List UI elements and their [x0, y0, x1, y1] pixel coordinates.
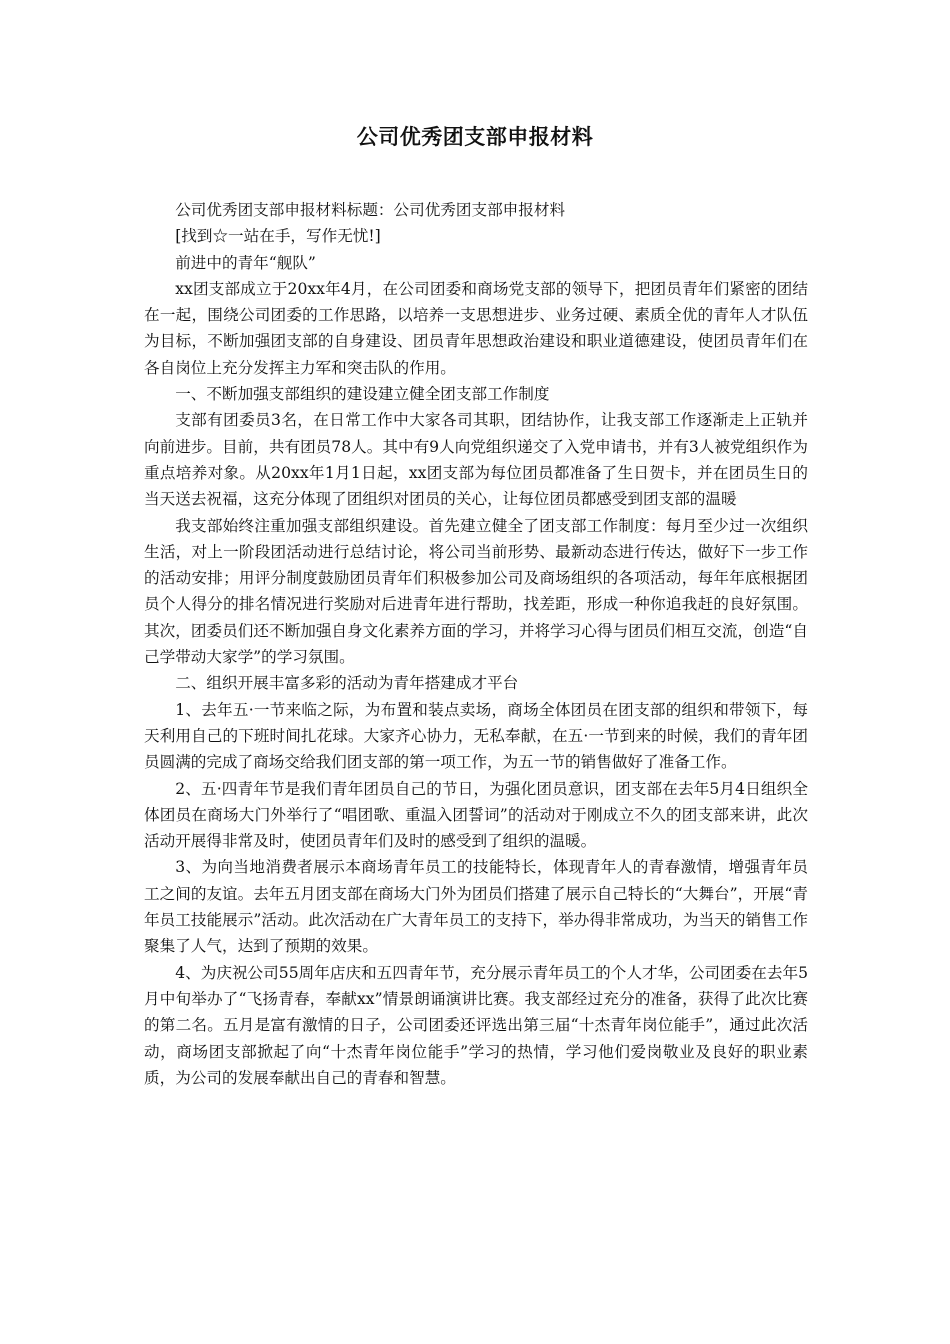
paragraph-organization: 我支部始终注重加强支部组织建设。首先建立健全了团支部工作制度：每月至少过一次组织生活，对上一阶段团活动进行总结讨论，将公司当前形势、最新动态进行传达，做好下一步工作的活动安排；用评分制度鼓励团员青年们积极参加公司及商场组织的各项活动，每年年底根据团员个人得分的排名情况进行奖励对后进青年进行帮助，找差距，形成一种你追我赶的良好氛围。其次，团委员们还不断加强自身文化素养方面的学习，并将学习心得与团员们相互交流，创造“自己学带动大家学”的学习氛围。 — [144, 516, 808, 667]
paragraph-heading-line: 公司优秀团支部申报材料标题：公司优秀团支部申报材料 — [175, 201, 566, 219]
section-heading-2: 二、组织开展丰富多彩的活动为青年搭建成才平台 — [175, 674, 519, 693]
paragraph-activity-3: 3、为向当地消费者展示本商场青年员工的技能特长，体现青年人的青春激情，增强青年员工之间的友谊。去年五月团支部在商场大门外为团员们搭建了展示自己特长的“大舞台”，开展“青年员工技能展示”活动。此次活动在广大青年员工的支持下，举办得非常成功，为当天的销售工作聚集了人气，达到了预期的效果。 — [144, 858, 808, 956]
document-title: 公司优秀团支部申报材料 — [356, 125, 594, 149]
paragraph-activity-2: 2、五·四青年节是我们青年团员自己的节日，为强化团员意识，团支部在去年5月4日组织全体团员在商场大门外举行了“唱团歌、重温入团誓词”的活动对于刚成立不久的团支部来讲，此次活动开展得非常及时，使团员青年们及时的感受到了组织的温暖。 — [144, 779, 808, 851]
paragraph-slogan: [找到☆一站在手，写作无忧!] — [175, 227, 381, 246]
document-body — [144, 197, 808, 1091]
paragraph-subtitle: 前进中的青年“舰队” — [175, 253, 316, 272]
section-heading-1: 一、不断加强支部组织的建设建立健全团支部工作制度 — [175, 385, 550, 404]
paragraph-members: 支部有团委员3名，在日常工作中大家各司其职，团结协作，让我支部工作逐渐走上正轨并向前进步。目前，共有团员78人。其中有9人向党组织递交了入党申请书，并有3人被党组织作为重点培养对象。从20xx年1月1日起，xx团支部为每位团员都准备了生日贺卡，并在团员生日的当天送去祝福，这充分体现了团组织对团员的关心，让每位团员都感受到团支部的温暖 — [144, 411, 808, 509]
paragraph-activity-1: 1、去年五·一节来临之际，为布置和装点卖场，商场全体团员在团支部的组织和带领下，每天利用自己的下班时间扎花球。大家齐心协力，无私奉献，在五·一节到来的时候，我们的青年团员圆满的完成了商场交给我们团支部的第一项工作，为五一节的销售做好了准备工作。 — [144, 700, 808, 772]
paragraph-activity-4: 4、为庆祝公司55周年店庆和五四青年节，充分展示青年员工的个人才华，公司团委在去年5月中旬举办了“飞扬青春，奉献xx”情景朗诵演讲比赛。我支部经过充分的准备，获得了此次比赛的第二名。五月是富有激情的日子，公司团委还评选出第三届“十杰青年岗位能手”，通过此次活动，商场团支部掀起了向“十杰青年岗位能手”学习的热情，学习他们爱岗敬业及良好的职业素质，为公司的发展奉献出自己的青春和智慧。 — [144, 963, 808, 1087]
paragraph-intro: xx团支部成立于20xx年4月，在公司团委和商场党支部的领导下，把团员青年们紧密的团结在一起，围绕公司团委的工作思路，以培养一支思想进步、业务过硬、素质全优的青年人才队伍为目标，不断加强团支部的自身建设、团员青年思想政治建设和职业道德建设，使团员青年们在各自岗位上充分发挥主力军和突击队的作用。 — [144, 279, 808, 377]
